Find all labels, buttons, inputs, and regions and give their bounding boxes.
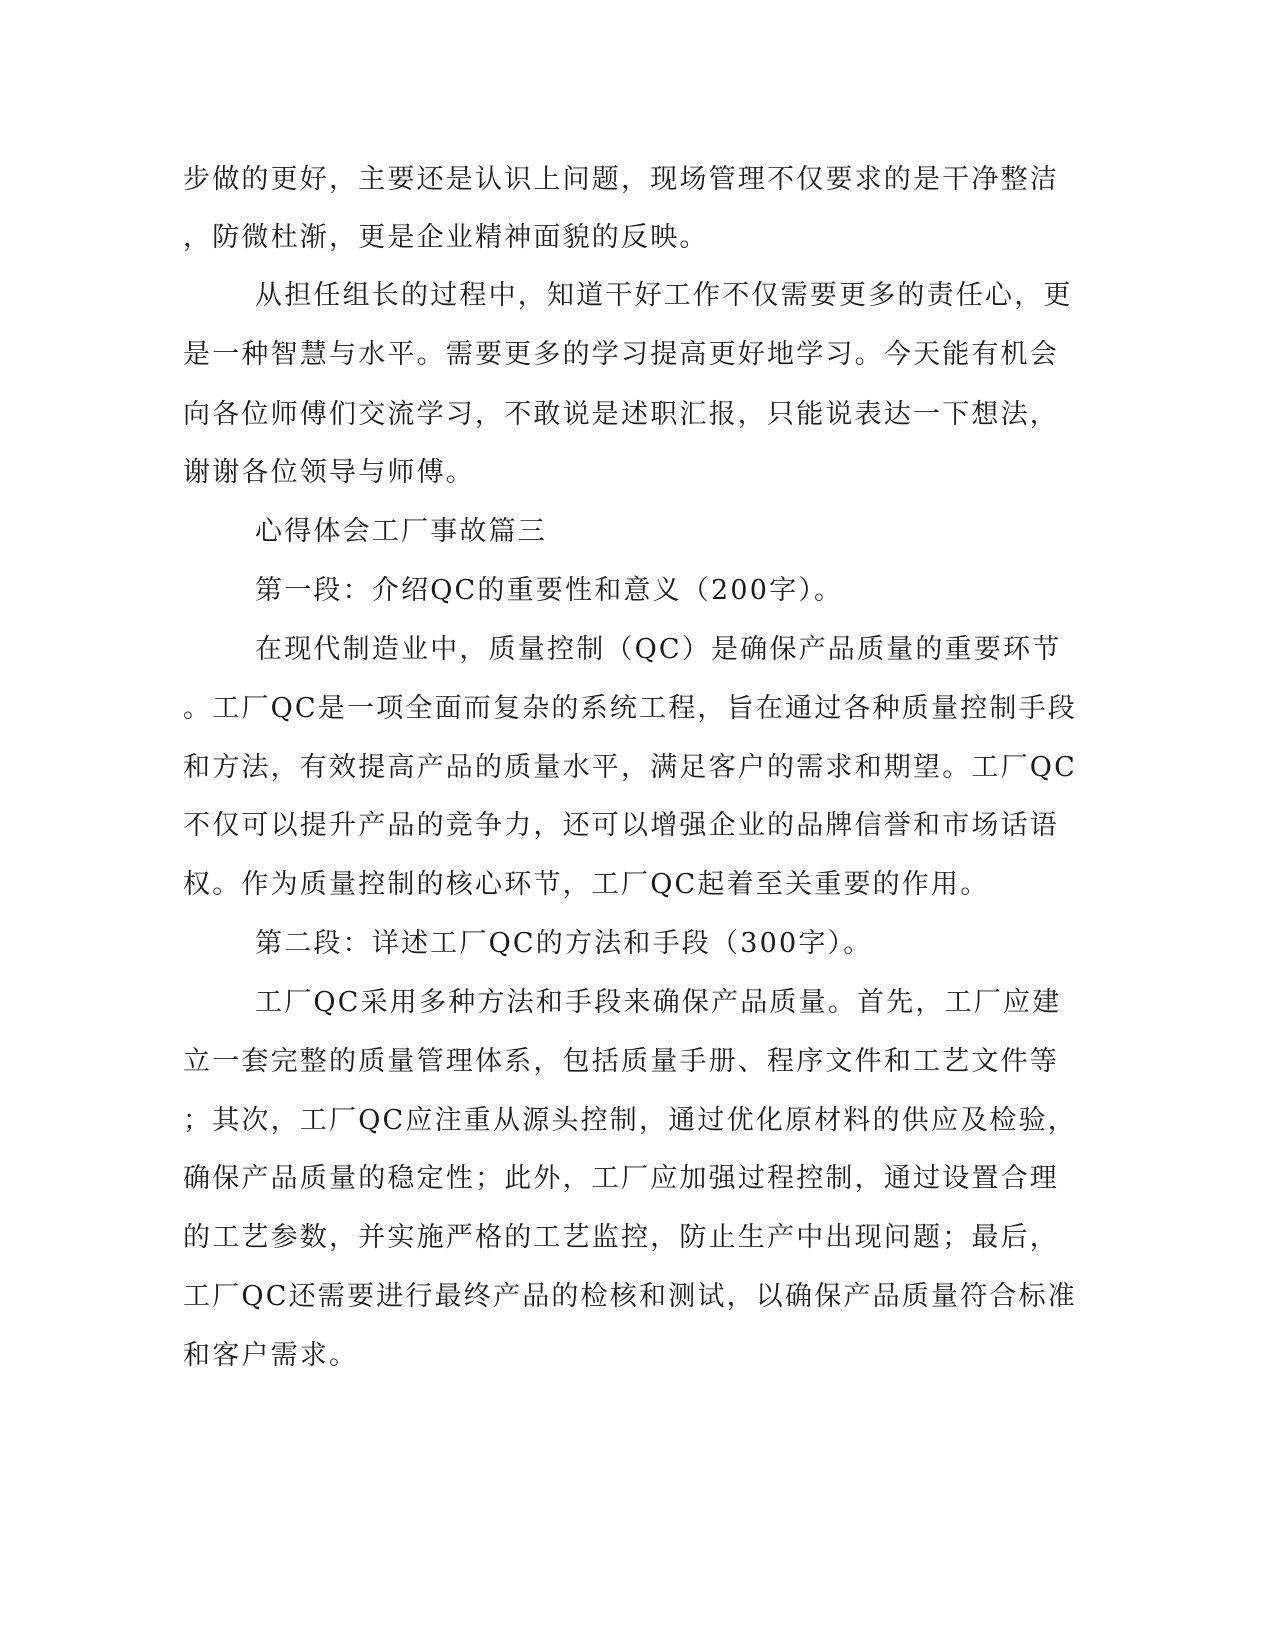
text-line: 不仅可以提升产品的竞争力，还可以增强企业的品牌信誉和市场话语: [183, 810, 1059, 841]
text-line: 。工厂QC是一项全面而复杂的系统工程，旨在通过各种质量控制手段: [183, 693, 1077, 724]
text-line: 向各位师傅们交流学习，不敢说是述职汇报，只能说表达一下想法，: [183, 399, 1059, 430]
text-line: ；其次，工厂QC应注重从源头控制，通过优化原材料的供应及检验，: [183, 1105, 1077, 1136]
text-line: 工厂QC还需要进行最终产品的检核和测试，以确保产品质量符合标准: [183, 1281, 1077, 1312]
text-line: 立一套完整的质量管理体系，包括质量手册、程序文件和工艺文件等: [183, 1046, 1059, 1077]
text-line: 工厂QC采用多种方法和手段来确保产品质量。首先，工厂应建: [255, 987, 1062, 1018]
paragraph-heading: 第二段：详述工厂QC的方法和手段（300字）。: [255, 928, 873, 959]
text-line: 权。作为质量控制的核心环节，工厂QC起着至关重要的作用。: [183, 869, 990, 900]
text-line: 在现代制造业中，质量控制（QC）是确保产品质量的重要环节: [255, 634, 1062, 665]
text-line: 是一种智慧与水平。需要更多的学习提高更好地学习。今天能有机会: [183, 339, 1059, 370]
section-heading: 心得体会工厂事故篇三: [255, 516, 547, 547]
text-line: ，防微杜渐，更是企业精神面貌的反映。: [183, 222, 709, 253]
text-line: 的工艺参数，并实施严格的工艺监控，防止生产中出现问题；最后，: [183, 1222, 1059, 1253]
paragraph-heading: 第一段：介绍QC的重要性和意义（200字）。: [255, 575, 844, 606]
text-line: 确保产品质量的稳定性；此外，工厂应加强过程控制，通过设置合理: [183, 1163, 1059, 1194]
text-line: 和客户需求。: [183, 1340, 359, 1371]
text-line: 步做的更好，主要还是认识上问题，现场管理不仅要求的是干净整洁: [183, 164, 1059, 195]
text-line: 和方法，有效提高产品的质量水平，满足客户的需求和期望。工厂QC: [183, 752, 1077, 783]
text-line: 从担任组长的过程中，知道干好工作不仅需要更多的责任心，更: [255, 280, 1073, 311]
text-line: 谢谢各位领导与师傅。: [183, 457, 475, 488]
